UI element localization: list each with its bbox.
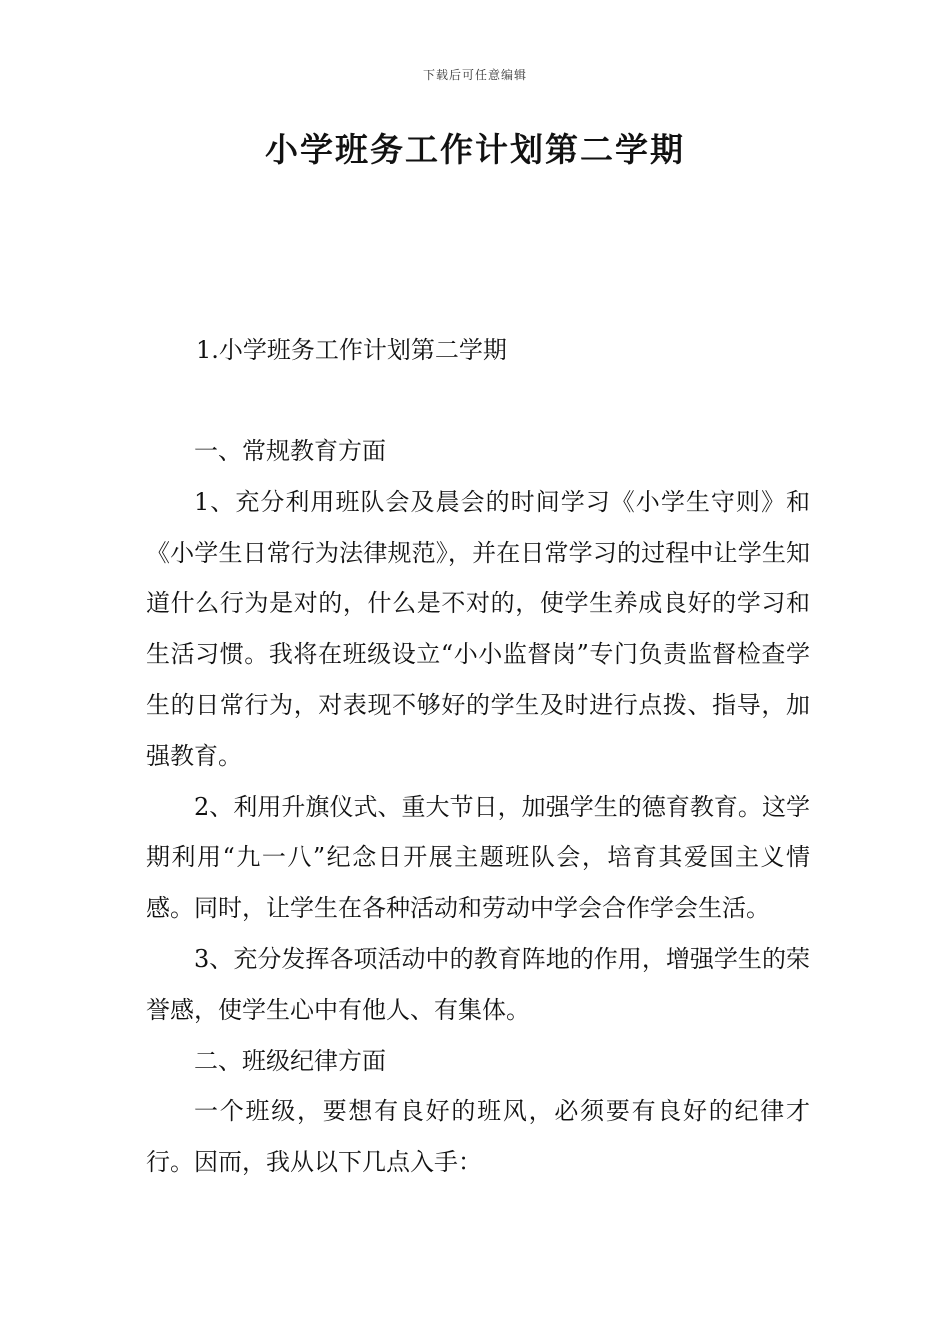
document-body	[146, 426, 810, 1188]
paragraph-4: 一个班级，要想有良好的班风，必须要有良好的纪律才行。因而，我从以下几点入手：	[146, 1097, 810, 1177]
paragraph-3: 3、充分发挥各项活动中的教育阵地的作用，增强学生的荣誉感，使学生心中有他人、有集体。	[146, 944, 810, 1024]
paragraph-2: 2、利用升旗仪式、重大节日，加强学生的德育教育。这学期利用“九一八”纪念日开展主题班队会，培育其爱国主义情感。同时，让学生在各种活动和劳动中学会合作学会生活。	[146, 792, 810, 923]
document-title: 小学班务工作计划第二学期	[265, 130, 685, 169]
section-subheading: 1.小学班务工作计划第二学期	[196, 336, 507, 364]
section-heading-routine: 一、常规教育方面	[194, 437, 386, 465]
paragraph-1: 1、充分利用班队会及晨会的时间学习《小学生守则》和《小学生日常行为法律规范》，并在日常学习的过程中让学生知道什么行为是对的，什么是不对的，使学生养成良好的学习和生活习惯。我将在班级设立“小小监督岗”专门负责监督检查学生的日常行为，对表现不够好的学生及时进行点拨、指导，加强教育。	[146, 487, 810, 770]
section-heading-discipline: 二、班级纪律方面	[194, 1046, 386, 1075]
header-note: 下载后可任意编辑	[422, 68, 527, 82]
